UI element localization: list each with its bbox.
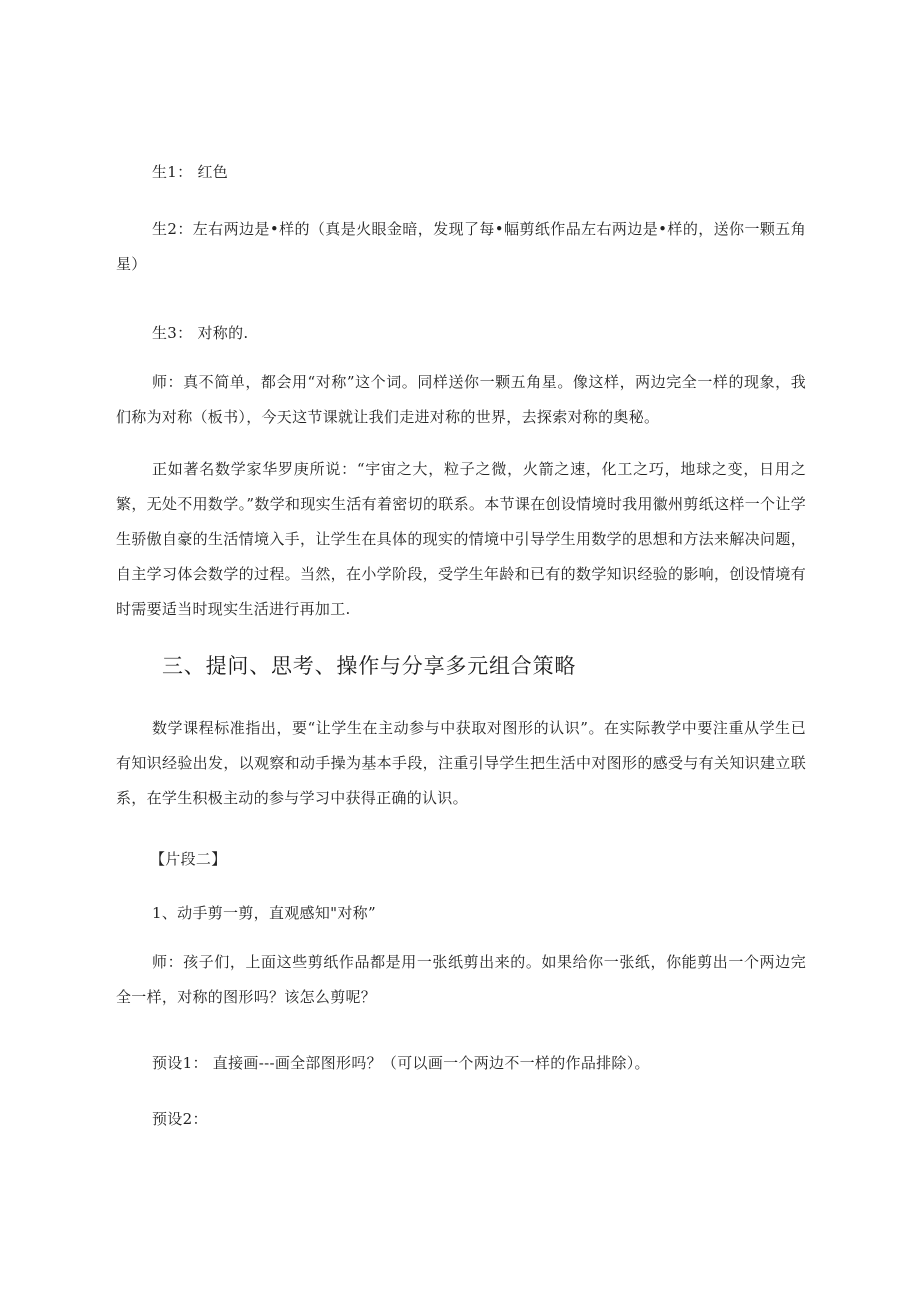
hua-luogeng-quote-paragraph: 正如著名数学家华罗庚所说：“宇宙之大，粒子之微，火箭之速，化工之巧，地球之变，日用之繁，无处不用数学。”数学和现实生活有着密切的联系。本节课在创设情境时我用徽州剪纸这样一个让学生骄傲自豪的生活情境入手，让学生在具体的现实的情境中引导学生用数学的思想和方法来解决问题，自主学习体会数学的过程。当然，在小学阶段，受学生年龄和已有的数学知识经验的影响，创设情境有时需要适当时现实生活进行再加工. [116, 460, 806, 618]
section-heading: 三、提问、思考、操作与分享多元组合策略 [162, 654, 577, 678]
student-2-answer: 生2：左右两边是•样的（真是火眼金暗，发现了每•幅剪纸作品左右两边是•样的，送你一颗五角星） [116, 220, 806, 273]
step-1-title: 1、动手剪一剪，直观感知"对称” [152, 904, 376, 922]
student-3-answer: 生3： 对称的. [152, 324, 249, 342]
curriculum-standard-paragraph: 数学课程标准指出，要“让学生在主动参与中获取对图形的认识”。在实际教学中要注重从学生已有知识经验出发，以观察和动手操为基本手段，注重引导学生把生活中对图形的感受与有关知识建立联系，在学生积极主动的参与学习中获得正确的认识。 [116, 719, 806, 807]
preset-1: 预设1： 直接画---画全部图形吗？（可以画一个两边不一样的作品排除）。 [152, 1054, 650, 1072]
teacher-remark-2: 师：孩子们，上面这些剪纸作品都是用一张纸剪出来的。如果给你一张纸，你能剪出一个两边完全一样，对称的图形吗？该怎么剪呢？ [116, 953, 806, 1006]
teacher-remark-1: 师：真不简单，都会用“对称”这个词。同样送你一颗五角星。像这样，两边完全一样的现象，我们称为对称（板书），今天这节课就让我们走进对称的世界，去探索对称的奥秘。 [116, 373, 806, 426]
preset-2: 预设2： [152, 1110, 208, 1128]
segment-label: 【片段二】 [150, 850, 227, 868]
student-1-answer: 生1： 红色 [152, 163, 229, 181]
